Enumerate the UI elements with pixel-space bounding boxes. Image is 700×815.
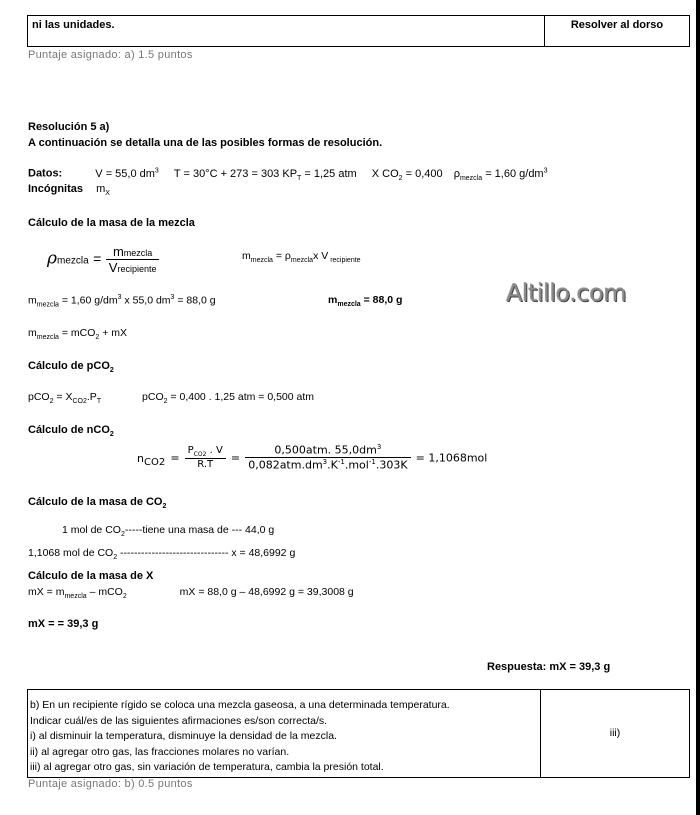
incognitas-label: Incógnitas bbox=[28, 183, 84, 195]
mass-formula: $m_{mezcla} = \rho_{mezcla}x$ V $_{recipiente}$ bbox=[242, 250, 361, 265]
nco2-result: = 1,1068mol bbox=[415, 451, 488, 465]
density-fraction bbox=[106, 244, 160, 275]
top-table-left-cell: ni las unidades. bbox=[28, 16, 545, 47]
mx-line: mX = $m_{mezcla} - mCO_2$ mX = 88,0 g – 48,6992 g = 39,3008 g bbox=[28, 586, 354, 601]
heading-nco2: Cálculo de nCO$_2$ bbox=[28, 424, 114, 439]
puntaje-a: Puntaje asignado: a) 1.5 puntos bbox=[28, 49, 193, 61]
altillo-watermark: Altillo.com bbox=[506, 279, 627, 307]
question-b-line: b) En un recipiente rígido se coloca una mezcla gaseosa, a una determinada temperatura. bbox=[30, 699, 450, 711]
mass-calc-line: $m_{mezcla} = 1,60$ $g/dm^3$ x 55,0 $dm^3 = 88,0$ g bbox=[28, 294, 216, 309]
heading-masa-co2: Cálculo de la masa de $CO_2$ bbox=[28, 496, 167, 511]
question-b-line: Indicar cuál/es de las siguientes afirmaciones es/son correcta/s. bbox=[30, 714, 328, 727]
question-b-line: ii) al agregar otro gas, las fracciones molares no varían. bbox=[30, 745, 290, 758]
nco2-formula: $n_{CO2}$ = $\frac{P_{CO2} . V}{R.T}$ = $\frac{0,500atm. 55,0dm^3}{0,082atm.dm^3.K^{-1}.mol^{-1}.303K}$ = 1,1068mol bbox=[137, 443, 488, 472]
fraction-denominator: Vrecipiente bbox=[108, 260, 157, 275]
mass-result-bold: $m_{mezcla} = 88,0$ g bbox=[328, 294, 403, 309]
mass-sum-line: $m_{mezcla} = mCO_2$ + mX bbox=[28, 327, 128, 342]
heading-pco2: Cálculo de pCO$_2$ bbox=[28, 360, 114, 375]
nco2-fraction-1: $\frac{P_{CO2} . V}{R.T}$ bbox=[185, 445, 226, 470]
heading-masa-x: Cálculo de la masa de X bbox=[28, 570, 154, 582]
fraction-numerator: mmezcla bbox=[106, 244, 160, 260]
incognitas-line bbox=[28, 183, 110, 197]
datos-density: $\rho_{mezcla} = 1,60$ $g/dm^3$ bbox=[453, 167, 548, 182]
question-b-answer-cell: iii) bbox=[541, 690, 690, 778]
density-formula bbox=[47, 244, 159, 275]
incognitas-value: $m_X$ bbox=[96, 183, 110, 198]
nco2-fraction-2: $\frac{0,500atm. 55,0dm^3}{0,082atm.dm^3.K^{-1}.mol^{-1}.303K}$ bbox=[245, 443, 410, 471]
question-b-line: i) al disminuir la temperatura, disminuye la densidad de la mezcla. bbox=[30, 730, 337, 742]
datos-line bbox=[28, 167, 548, 182]
question-b-text-cell bbox=[28, 690, 541, 778]
datos-label: Datos: bbox=[28, 167, 63, 180]
question-b-line: iii) al agregar otro gas, sin variación de temperatura, cambia la presión total. bbox=[30, 761, 384, 773]
respuesta: Respuesta: mX = 39,3 g bbox=[487, 661, 611, 673]
question-b-table bbox=[27, 689, 690, 778]
mol-line-1: 1 mol de $CO_2----$-tiene una masa de --- 44,0 g bbox=[62, 524, 275, 539]
rho-subscript: mezcla bbox=[57, 255, 89, 267]
resolucion-subtitle: A continuación se detalla una de las posibles formas de resolución. bbox=[28, 137, 383, 149]
puntaje-b: Puntaje asignado: b) 0.5 puntos bbox=[28, 778, 193, 790]
resolucion-title: Resolución 5 a) bbox=[28, 121, 110, 133]
equals-sign: = bbox=[93, 250, 102, 267]
datos-molar-fraction: X $CO_2 = 0,400$ bbox=[371, 167, 443, 182]
datos-temperature: T = 30°C + 273 = 303 K bbox=[173, 167, 290, 180]
n-symbol: $n_{CO2}$ bbox=[137, 451, 166, 468]
mol-line-2: 1,1068 mol de $CO_2$ ------------------------------- x = 48,6992 g bbox=[28, 547, 296, 562]
datos-pressure: $P_T = 1,25$ atm bbox=[289, 167, 357, 182]
mx-final: mX = = 39,3 g bbox=[28, 618, 99, 630]
datos-volume: V = 55,0 $dm^3$ bbox=[95, 167, 159, 180]
rho-symbol: ρ bbox=[47, 248, 57, 269]
pco2-line: $pCO_2 = X_{CO2}.P_T$ pCO$_2$ = 0,400 . 1,25 atm = 0,500 atm bbox=[28, 391, 315, 406]
page-right-border bbox=[696, 0, 700, 815]
top-answer-table bbox=[27, 15, 690, 47]
heading-masa-mezcla: Cálculo de la masa de la mezcla bbox=[28, 217, 195, 229]
top-table-right-cell: Resolver al dorso bbox=[545, 16, 690, 47]
